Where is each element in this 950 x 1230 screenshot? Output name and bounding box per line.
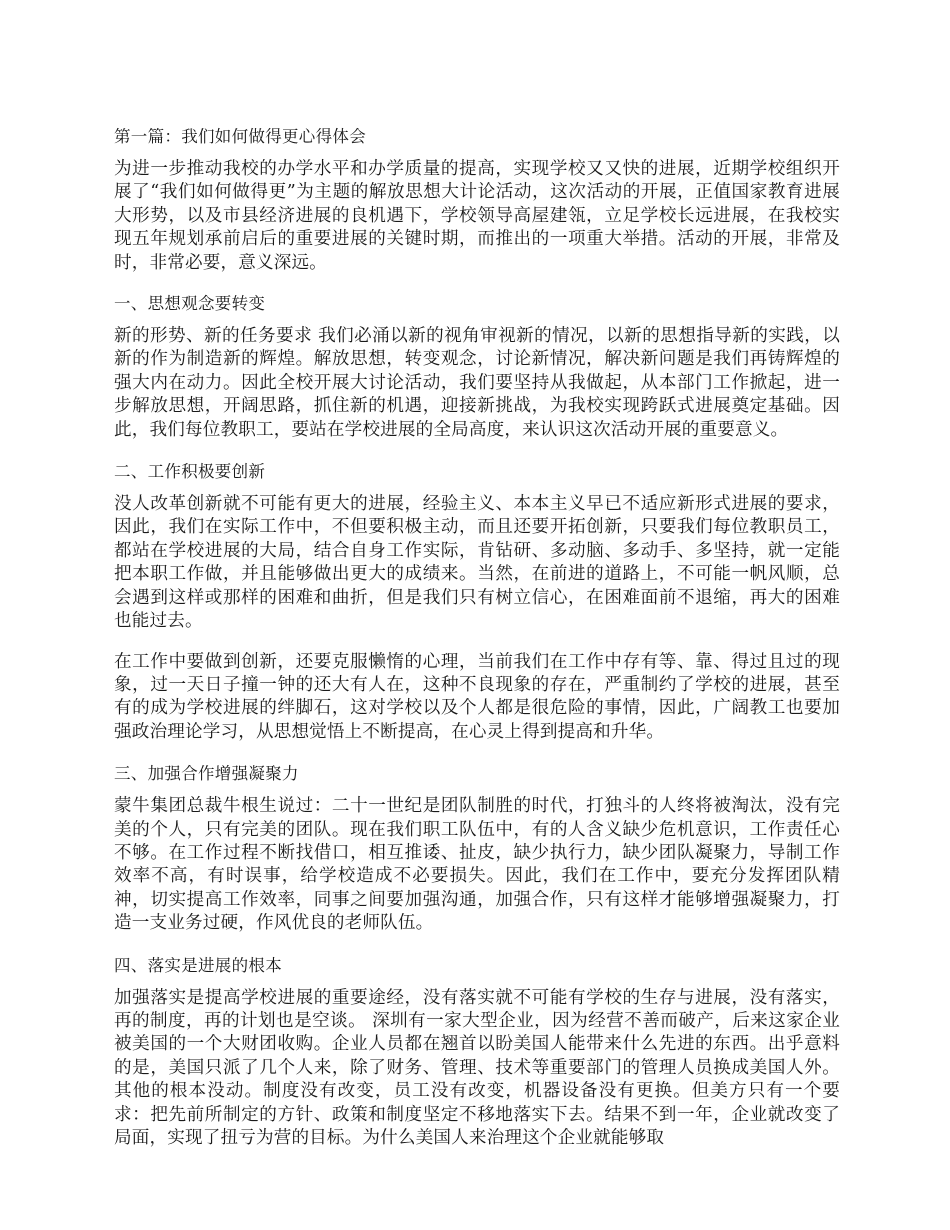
- section-heading-4: 四、落实是进展的根本: [114, 955, 282, 975]
- section-heading-2: 二、工作积极要创新: [114, 462, 266, 482]
- section-1-paragraph-1: 新的形势、新的任务要求 我们必涌以新的视角审视新的情况，以新的思想指导新的实践，以新的作为制造新的辉煌。解放思想，转变观念，讨论新情况，解决新问题是我们再铸辉煌的强大内在动力。因此全校开展大讨论活动，我们要坚持从我做起，从本部门工作掀起，进一步解放思想，开阔思路，抓住新的机遇，迎接新挑战，为我校实现跨跃式进展奠定基础。因此，我们每位教职工，要站在学校进展的全局高度，来认识这次活动开展的重要意义。: [114, 326, 840, 440]
- document-page: [114, 124, 840, 1167]
- section-3-paragraph-1: 蒙牛集团总裁牛根生说过：二十一世纪是团队制胜的时代，打独斗的人终将被淘汰，没有完美的个人，只有完美的团队。现在我们职工队伍中，有的人含义缺少危机意识，工作责任心不够。在工作过程不断找借口，相互推诿、扯皮，缺少执行力，缺少团队凝聚力，导制工作效率不高，有时误事，给学校造成不必要损失。因此，我们在工作中，要充分发挥团队精神，切实提高工作效率，同事之间要加强沟通，加强合作，只有这样才能够增强凝聚力，打造一支业务过硬，作风优良的老师队伍。: [114, 796, 840, 934]
- section-4-paragraph-1: 加强落实是提高学校进展的重要途经，没有落实就不可能有学校的生存与进展，没有落实，再的制度，再的计划也是空谈。 深圳有一家大型企业，因为经营不善而破产，后来这家企业被美国的一个大财团收购。企业人员都在翘首以盼美国人能带来什么先进的东西。出乎意料的是，美国只派了几个人来，除了财务、管理、技术等重要部门的管理人员换成美国人外。其他的根本没动。制度没有改变，员工没有改变，机器设备没有更换。但美方只有一个要求：把先前所制定的方针、政策和制度坚定不移地落实下去。结果不到一年，企业就改变了局面，实现了扭亏为营的目标。为什么美国人来治理这个企业就能够取: [114, 987, 840, 1148]
- intro-paragraph: 为进一步推动我校的办学水平和办学质量的提高，实现学校又又快的进展，近期学校组织开展了“我们如何做得更”为主题的解放思想大计论活动，这次活动的开展，正值国家教育进展大形势，以及市县经济进展的良机遇下，学校领导高屋建瓴，立足学校长远进展，在我校实现五年规划承前启后的重要进展的关键时期，而推出的一项重大举措。活动的开展，非常及时，非常必要，意义深远。: [114, 159, 840, 273]
- document-title: 第一篇：我们如何做得更心得体会: [114, 127, 366, 146]
- section-2-paragraph-1: 没人改革创新就不可能有更大的进展，经验主义、本本主义早已不适应新形式进展的要求，因此，我们在实际工作中，不但要积极主动，而且还要开拓创新，只要我们每位教职员工，都站在学校进展的大局，结合自身工作实际，肯钻研、多动脑、多动手、多坚持，就一定能把本职工作做，并且能够做出更大的成绩来。当然，在前进的道路上，不可能一帆风顺，总会遇到这样或那样的困难和曲折，但是我们只有树立信心，在困难面前不退缩，再大的困难也能过去。: [114, 494, 840, 632]
- section-heading-3: 三、加强合作增强凝聚力: [114, 764, 299, 784]
- section-heading-1: 一、思想观念要转变: [114, 294, 266, 314]
- section-2-paragraph-2: 在工作中要做到创新，还要克服懒惰的心理，当前我们在工作中存有等、靠、得过且过的现象，过一天日子撞一钟的还大有人在，这种不良现象的存在，严重制约了学校的进展，甚至有的成为学校进展的绊脚石，这对学校以及个人都是很危险的事情，因此，广阔教工也要加强政治理论学习，从思想觉悟上不断提高，在心灵上得到提高和升华。: [114, 651, 840, 742]
